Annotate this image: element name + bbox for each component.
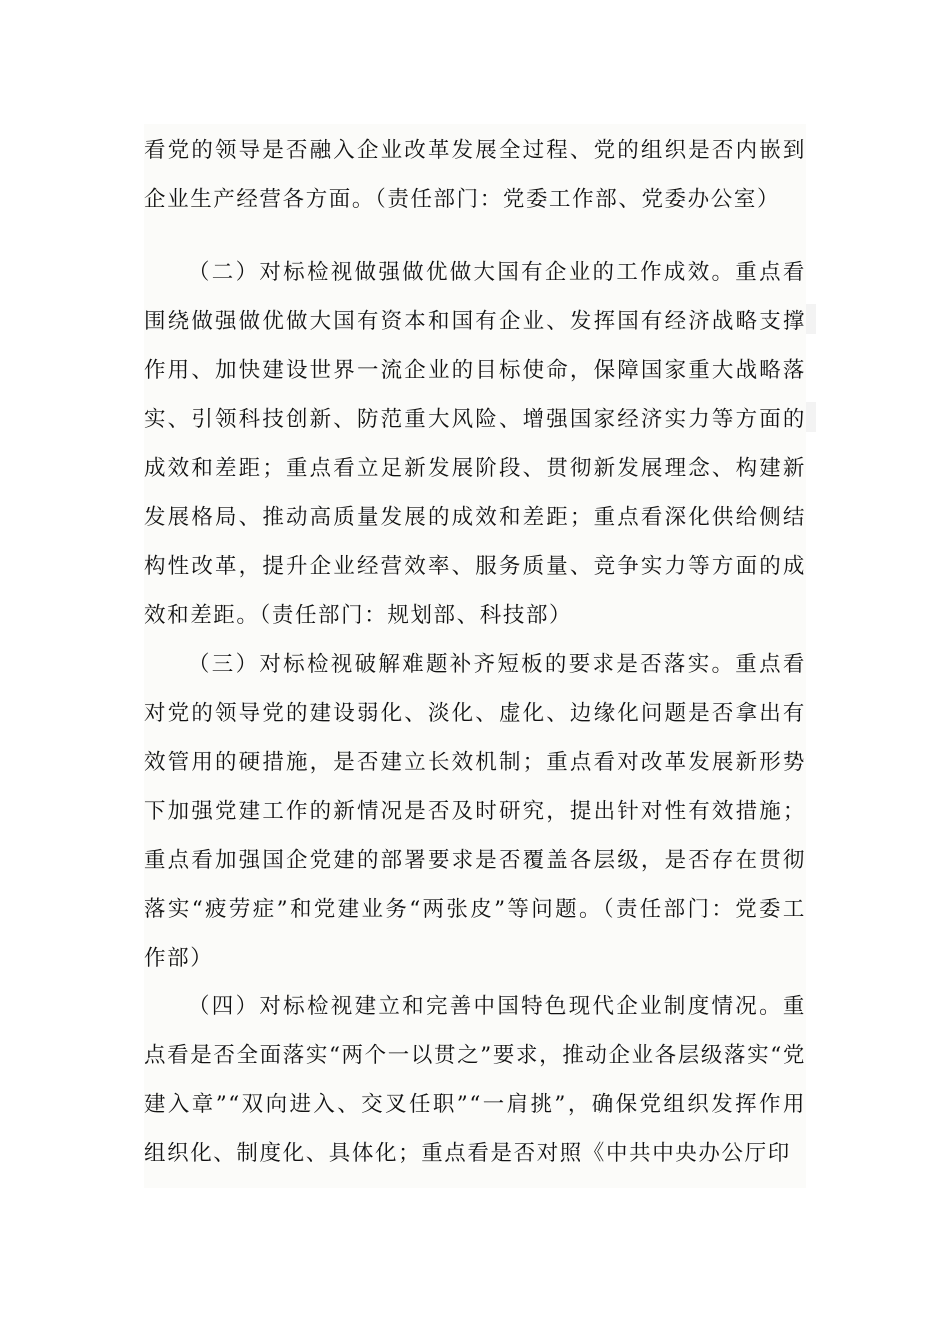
paragraph-section-4: （四）对标检视建立和完善中国特色现代企业制度情况。重点看是否全面落实“两个一以贯之”要求，推动企业各层级落实“党建入章”“双向进入、交叉任职”“一肩挑”，确保党组织发挥作用组织化、制度化、具体化；重点看是否对照《中共中央办公厅印 xyxy=(144,994,806,1166)
paragraph-continuation: 看党的领导是否融入企业改革发展全过程、党的组织是否内嵌到企业生产经营各方面。（责任部门：党委工作部、党委办公室） xyxy=(144,138,806,212)
page-edge-shadow xyxy=(806,304,816,334)
page-edge-shadow xyxy=(806,402,816,432)
paragraph-section-3: （三）对标检视破解难题补齐短板的要求是否落实。重点看对党的领导党的建设弱化、淡化、虚化、边缘化问题是否拿出有效管用的硬措施，是否建立长效机制；重点看对改革发展新形势下加强党建工作的新情况是否及时研究，提出针对性有效措施；重点看加强国企党建的部署要求是否覆盖各层级，是否存在贯彻落实“疲劳症”和党建业务“两张皮”等问题。（责任部门：党委工作部） xyxy=(144,652,806,971)
document-page xyxy=(144,124,806,1188)
paragraph-section-2: （二）对标检视做强做优做大国有企业的工作成效。重点看围绕做强做优做大国有资本和国有企业、发挥国有经济战略支撑作用、加快建设世界一流企业的目标使命，保障国家重大战略落实、引领科技创新、防范重大风险、增强国家经济实力等方面的成效和差距；重点看立足新发展阶段、贯彻新发展理念、构建新发展格局、推动高质量发展的成效和差距；重点看深化供给侧结构性改革，提升企业经营效率、服务质量、竞争实力等方面的成效和差距。（责任部门：规划部、科技部） xyxy=(144,260,806,628)
